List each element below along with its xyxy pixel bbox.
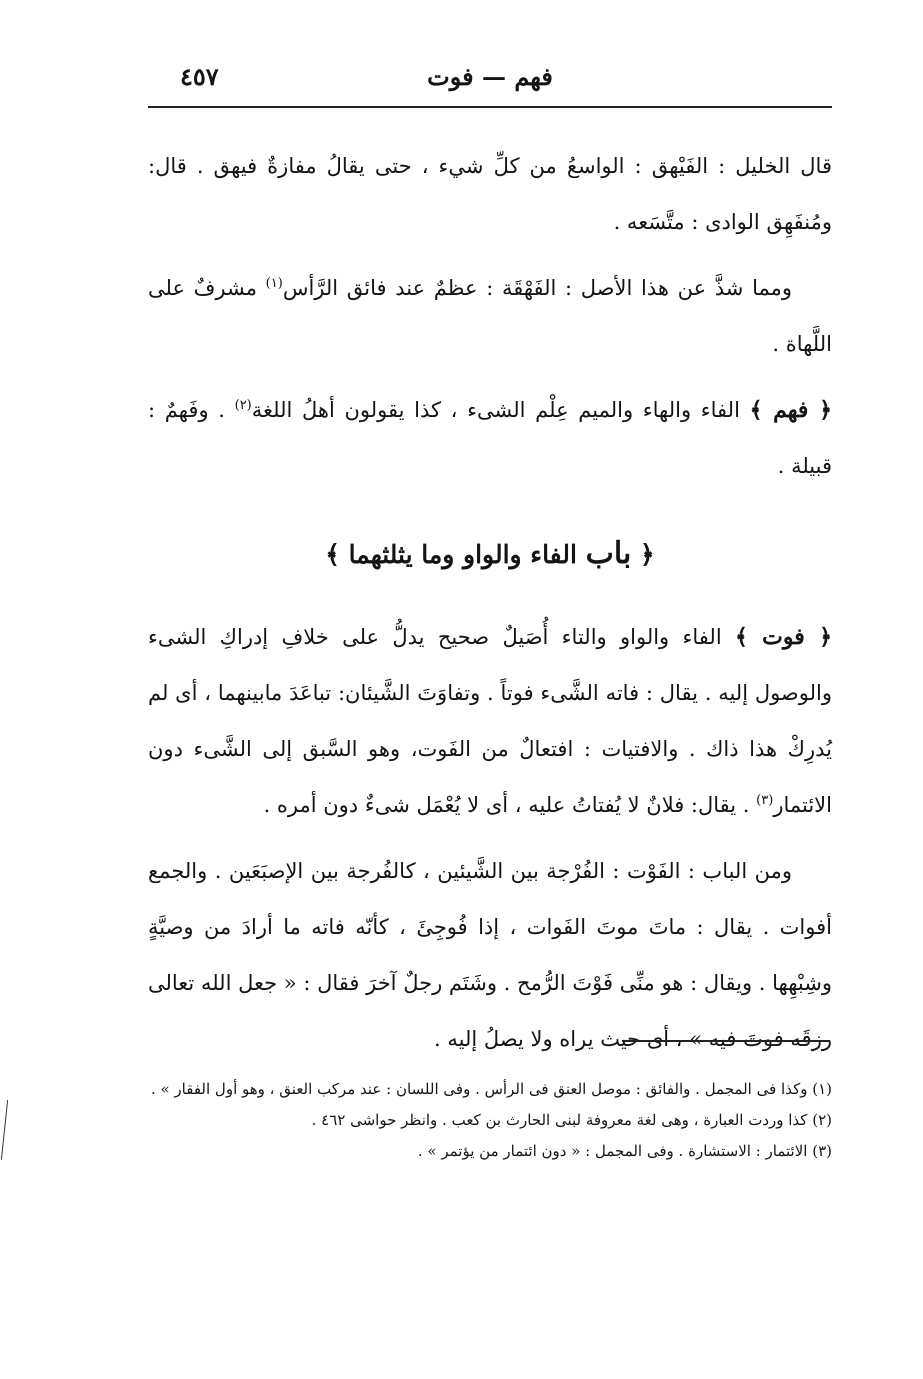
paragraph-text: . يقال: فلانٌ لا يُفتاتُ عليه ، أى لا يُعْمَل شىءٌ دون أمره . [263, 793, 757, 817]
section-heading-bab: باب [585, 536, 632, 571]
footnotes [148, 1074, 832, 1167]
entry-fahm [148, 382, 832, 494]
running-title: فهم — فوت [427, 62, 553, 91]
footnote: (٢) كذا وردت العبارة ، وهى لغة معروفة لبنى الحارث بن كعب . وانظر حواشى ٤٦٢ . [311, 1111, 832, 1129]
footnote: (٣) الائتمار : الاستشارة . وفى المجمل : « دون ائتمار من يؤتمر » . [417, 1142, 832, 1160]
paragraph-text: . وفَهمٌ : قبيلة . [148, 398, 832, 478]
main-text [148, 138, 832, 1077]
section-heading-title: الفاء والواو وما يثلثهما ﴾ [325, 540, 586, 569]
headword: ﴿ فهم ﴾ [749, 397, 832, 423]
paragraph [148, 260, 832, 372]
footnote-marker: (٣) [756, 793, 774, 808]
section-heading [148, 526, 832, 583]
paragraph [148, 843, 832, 1067]
margin-pencil-mark [1, 1100, 11, 1160]
headword: ﴿ فوت ﴾ [734, 624, 832, 650]
paragraph-text: مشرفٌ على اللَّهاة . [148, 276, 832, 356]
header-rule [148, 106, 832, 108]
page-header [150, 62, 830, 98]
footnote-rule [622, 1040, 830, 1042]
section-heading-open: ﴿ [631, 540, 655, 569]
page-number: ٤٥٧ [180, 62, 219, 91]
paragraph-text: قال الخليل : الفَيْهق : الواسعُ من كلِّ شيء ، حتى يقالُ مفازةٌ فيهق . قال: ومُنفَهِق الوادى : متَّسَعه . [148, 154, 832, 234]
entry-fawt [148, 609, 832, 833]
paragraph-text: الفاء والهاء والميم عِلْم الشىء ، كذا يقولون أهلُ اللغة [251, 398, 750, 422]
footnote: (١) وكذا فى المجمل . والفائق : موصل العنق فى الرأس . وفى اللسان : عند مركب العنق ، وهو أول الفقار » . [150, 1080, 832, 1098]
footnote-marker: (١) [265, 276, 283, 291]
paragraph-text: الفاء والواو والتاء أُصَيلٌ صحيح يدلُّ على خلافِ إدراكِ الشىء والوصول إليه . يقال : فاته الشَّىء فوتاً . وتفاوَتَ الشَّيئان: تباعَدَ مابينهما ، أى لم يُدرِكْ هذا ذاك . والافتيات : افتعالٌ من الفَوت، وهو السَّبق إلى الشَّىء دون الائتمار [148, 625, 832, 817]
paragraph-text: ومما شذَّ عن هذا الأصل : الفَهْقَة : عظمٌ عند فائق الرَّأس [282, 276, 792, 300]
footnote-marker: (٢) [234, 398, 252, 413]
paragraph [148, 138, 832, 250]
paragraph-text: ومن الباب : الفَوْت : الفُرْجة بين الشَّيئين ، كالفُرجة بين الإصبَعَين . والجمع أفوات . يقال : ماتَ موتَ الفَوات ، إذا فُوجِئَ ، كأنّه فاته ما أرادَ من وصيَّةٍ وشِبْهِها . ويقال : هو منِّى فَوْتَ الرُّمح . وشَتَم رجلٌ آخرَ فقال : « جعل الله تعالى رزقَه فوتَ فيه » ، أى حيث يراه ولا يصلُ إليه . [148, 859, 832, 1051]
